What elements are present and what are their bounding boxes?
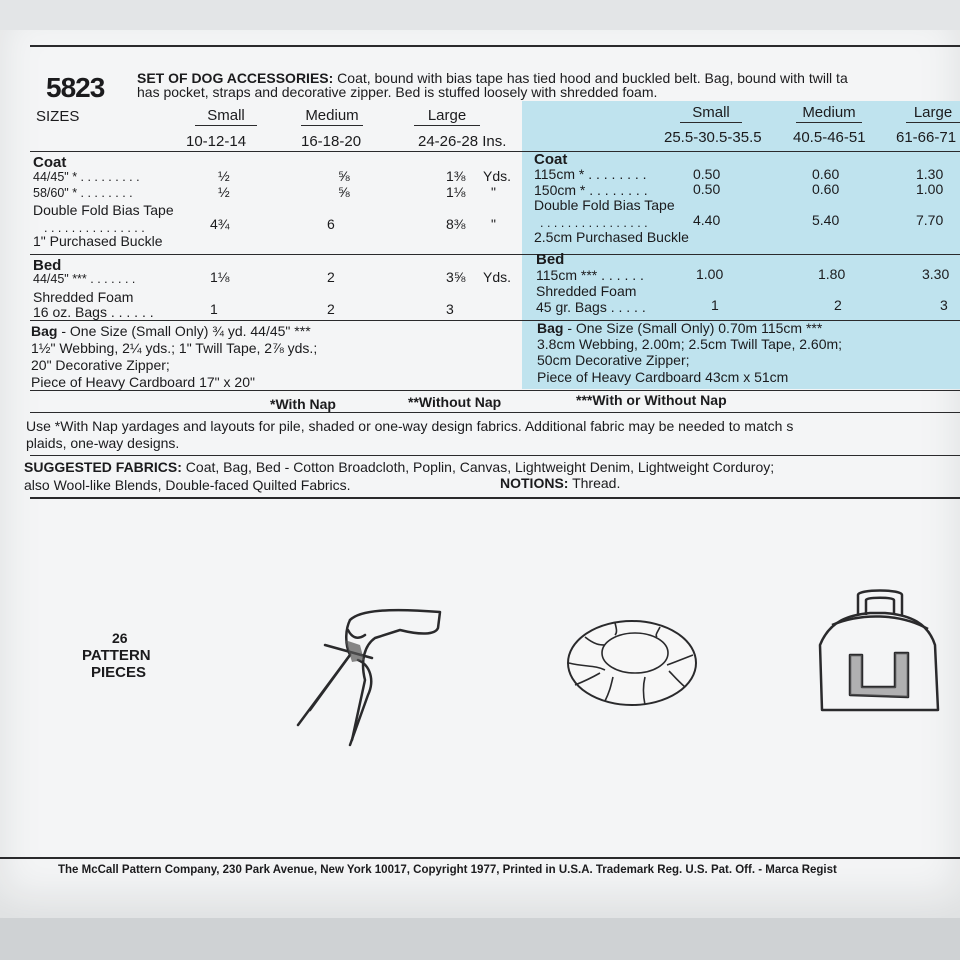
- cell-large: 3: [940, 297, 948, 313]
- metric-bag-line-3: 50cm Decorative Zipper;: [537, 352, 690, 368]
- top-background-strip: [0, 0, 960, 30]
- dog-coat-illustration: [290, 600, 450, 750]
- bottom-background-strip: [0, 918, 960, 960]
- cell-unit: ": [491, 216, 496, 232]
- cell-large: 3⅝: [446, 269, 466, 285]
- row-label: 115cm * . . . . . . . .: [534, 166, 647, 182]
- metric-size-large: 61-66-71: [896, 129, 957, 146]
- imperial-bed-label: Bed: [33, 257, 62, 274]
- row-label: 44/45" *** . . . . . . .: [33, 272, 136, 286]
- cell-small: ½: [218, 168, 230, 184]
- row-label: 150cm * . . . . . . . .: [534, 182, 648, 198]
- row-label: . . . . . . . . . . . . . . . .: [540, 216, 648, 230]
- cell-large: 1⅜: [446, 168, 466, 184]
- cell-medium: ⅝: [338, 168, 350, 184]
- imperial-size-small: 10-12-14: [186, 133, 247, 150]
- row-label: Shredded Foam: [536, 283, 637, 299]
- notions-label: NOTIONS:: [500, 475, 569, 491]
- cell-large: 1.30: [916, 166, 944, 182]
- cell-medium: 1.80: [818, 266, 846, 282]
- imperial-coat-label: Coat: [33, 154, 67, 171]
- imperial-size-medium: 16-18-20: [301, 133, 362, 150]
- cell-unit: ": [491, 184, 496, 200]
- cell-large: 3: [446, 301, 454, 317]
- pattern-pieces-line-1: PATTERN: [82, 647, 151, 664]
- notions: [500, 475, 620, 491]
- legend-with-nap: *With Nap: [270, 396, 336, 412]
- row-label: Shredded Foam: [33, 289, 134, 305]
- cell-medium: 2: [327, 301, 335, 317]
- imperial-size-large: 24-26-28 Ins.: [418, 133, 507, 150]
- row-label: . . . . . . . . . . . . . . .: [44, 221, 145, 235]
- metric-header-medium: Medium: [796, 104, 862, 123]
- imperial-bag-title: Bag: [31, 323, 58, 339]
- metric-bed-label: Bed: [536, 251, 565, 268]
- description-title: SET OF DOG ACCESSORIES:: [137, 70, 334, 86]
- metric-header-small: Small: [680, 104, 742, 123]
- cell-large: 7.70: [916, 212, 944, 228]
- pattern-pieces-line-2: PIECES: [91, 664, 147, 681]
- row-label: 2.5cm Purchased Buckle: [534, 229, 689, 245]
- cell-medium: 2: [327, 269, 335, 285]
- cell-large: 3.30: [922, 266, 950, 282]
- nap-note-line-2: plaids, one-way designs.: [26, 435, 180, 451]
- metric-size-small: 25.5-30.5-35.5: [664, 129, 762, 146]
- cell-unit: Yds.: [483, 269, 512, 285]
- cell-small: 0.50: [693, 181, 721, 197]
- fabrics-line-1: [24, 459, 774, 475]
- imperial-bag-text-1: - One Size (Small Only) ¾ yd. 44/45" ***: [61, 323, 311, 339]
- description-line-2: has pocket, straps and decorative zipper. Bed is stuffed loosely with shredded foam.: [137, 84, 658, 100]
- cell-large: 1.00: [916, 181, 944, 197]
- cell-small: 1: [210, 301, 218, 317]
- cell-small: 4.40: [693, 212, 721, 228]
- metric-header-large: Large: [906, 104, 960, 123]
- metric-bag-line-2: 3.8cm Webbing, 2.00m; 2.5cm Twill Tape, 2.60m;: [537, 336, 843, 352]
- row-label: 45 gr. Bags . . . . .: [536, 299, 646, 315]
- header-rule: [30, 151, 960, 152]
- cell-medium: 0.60: [812, 166, 840, 182]
- metric-bag-title: Bag: [537, 320, 564, 336]
- legend-without-nap: **Without Nap: [408, 394, 502, 410]
- legend-rule: [30, 412, 960, 413]
- cell-small: 4¾: [210, 216, 230, 232]
- dog-bed-illustration: [565, 615, 700, 707]
- legend-with-or-without-nap: ***With or Without Nap: [576, 392, 727, 408]
- metric-bag-line-1: [537, 320, 822, 336]
- fabrics-rule: [30, 497, 960, 499]
- cell-medium: 5.40: [812, 212, 840, 228]
- pattern-pieces-count: 26: [112, 630, 128, 646]
- fabrics-text-1: Coat, Bag, Bed - Cotton Broadcloth, Poplin, Canvas, Lightweight Denim, Lightweight Corduroy;: [185, 459, 775, 475]
- cell-large: 8⅜: [446, 216, 466, 232]
- row-label: 44/45" * . . . . . . . . .: [33, 170, 140, 184]
- cell-medium: 6: [327, 216, 335, 232]
- imperial-bag-line-4: Piece of Heavy Cardboard 17" x 20": [31, 374, 255, 390]
- cell-small: 1.00: [696, 266, 724, 282]
- row-label: 16 oz. Bags . . . . . .: [33, 304, 154, 320]
- imperial-header-medium: Medium: [301, 107, 363, 126]
- row-label: 1" Purchased Buckle: [33, 233, 163, 249]
- fabrics-line-2: also Wool-like Blends, Double-faced Quilted Fabrics.: [24, 477, 351, 493]
- metric-size-medium: 40.5-46-51: [793, 129, 866, 146]
- cell-small: 1: [711, 297, 719, 313]
- imperial-header-small: Small: [195, 107, 257, 126]
- top-rule: [30, 45, 960, 47]
- cell-medium: 0.60: [812, 181, 840, 197]
- row-label: 115cm *** . . . . . .: [536, 267, 644, 283]
- cell-medium: ⅝: [338, 184, 350, 200]
- cell-small: 1⅛: [210, 269, 230, 285]
- cell-small: 0.50: [693, 166, 721, 182]
- pattern-number: 5823: [46, 72, 105, 103]
- metric-bag-text-1: - One Size (Small Only) 0.70m 115cm ***: [567, 320, 823, 336]
- row-label: Double Fold Bias Tape: [33, 202, 174, 218]
- coat-rule: [30, 254, 960, 255]
- cell-large: 1⅛: [446, 184, 466, 200]
- cell-unit: Yds.: [483, 168, 512, 184]
- metric-bag-line-4: Piece of Heavy Cardboard 43cm x 51cm: [537, 369, 789, 385]
- row-label: 58/60" * . . . . . . . .: [33, 186, 133, 200]
- note-rule: [30, 455, 960, 456]
- dog-bag-illustration: [810, 585, 945, 715]
- nap-note-line-1: Use *With Nap yardages and layouts for pile, shaded or one-way design fabrics. Additional fabric may be needed to match s: [26, 418, 794, 434]
- imperial-bag-line-3: 20" Decorative Zipper;: [31, 357, 170, 373]
- imperial-bag-line-2: 1½" Webbing, 2¼ yds.; 1" Twill Tape, 2⅞ yds.;: [31, 340, 318, 356]
- bag-rule: [30, 390, 960, 391]
- metric-coat-label: Coat: [534, 151, 568, 168]
- cell-medium: 2: [834, 297, 842, 313]
- imperial-bag-line-1: [31, 323, 311, 339]
- description-text-1: Coat, bound with bias tape has tied hood and buckled belt. Bag, bound with twill ta: [337, 70, 848, 86]
- sizes-label: SIZES: [36, 108, 80, 125]
- footer-text: The McCall Pattern Company, 230 Park Avenue, New York 10017, Copyright 1977, Printed in U.S.A. Trademark Reg. U.S. Pat. Off. - Marca Regist: [58, 864, 837, 876]
- row-label: Double Fold Bias Tape: [534, 197, 675, 213]
- cell-small: ½: [218, 184, 230, 200]
- notions-value: Thread.: [572, 475, 621, 491]
- imperial-header-large: Large: [414, 107, 480, 126]
- fabrics-label: SUGGESTED FABRICS:: [24, 459, 182, 475]
- footer-rule: [0, 857, 960, 859]
